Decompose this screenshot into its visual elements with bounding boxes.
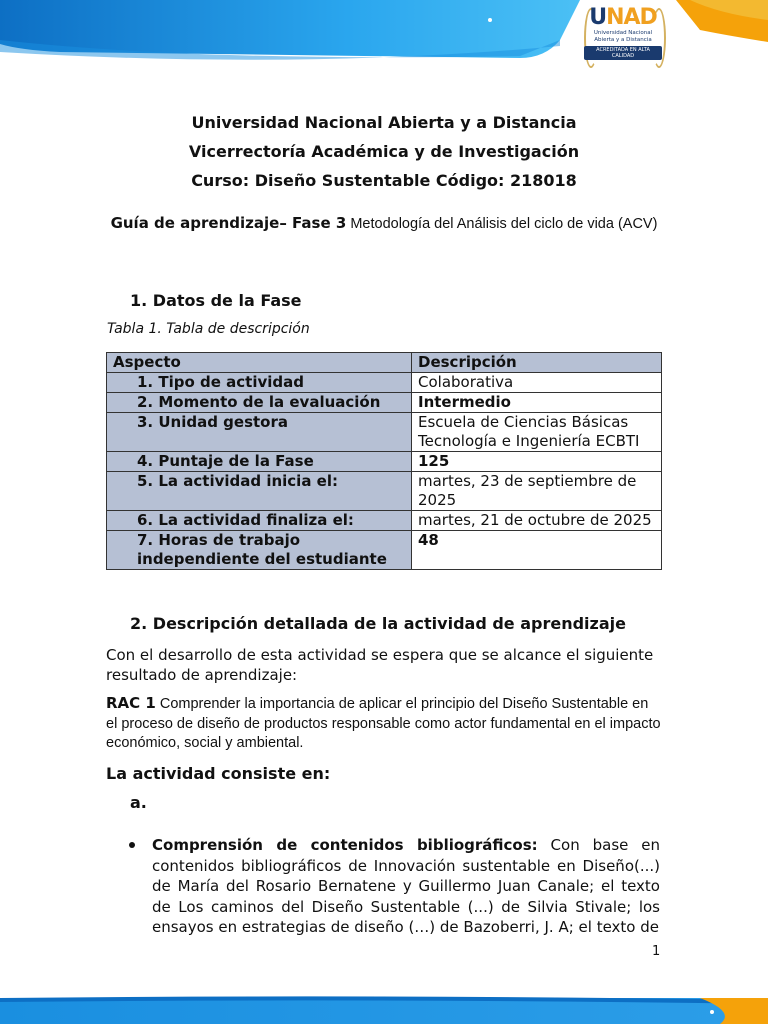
bullet-dot-icon (129, 842, 135, 848)
item-a-label: a. (130, 793, 147, 812)
value-cell: martes, 23 de septiembre de 2025 (412, 472, 662, 511)
table-header-row (107, 353, 662, 373)
value-cell: 48 (412, 531, 662, 570)
guide-title-bold: Guía de aprendizaje– Fase 3 (110, 214, 347, 232)
header-aspect: Aspecto (107, 353, 412, 373)
activity-heading: La actividad consiste en: (106, 764, 331, 783)
table-caption: Tabla 1. Tabla de descripción (107, 321, 310, 337)
value-cell: 125 (412, 452, 662, 472)
bullet-text: Con base en contenidos bibliográficos de Innovación sustentable en Diseño(...) de María del Rosario Bernatene y Guillermo Juan Canale; el texto de Los caminos del Diseño Sustentable (...) de Silvia Stivale; los ensayos en estrategias de diseño (…) de Bazoberri, J. A; el texto de (152, 836, 660, 936)
description-table (106, 352, 662, 570)
section-2-intro: Con el desarrollo de esta actividad se espera que se alcance el siguiente resultado de aprendizaje: (106, 646, 654, 684)
aspect-cell: 6. La actividad finaliza el: (107, 511, 412, 531)
aspect-cell: 3. Unidad gestora (107, 413, 412, 452)
bullet-bold: Comprensión de contenidos bibliográficos: (152, 836, 538, 854)
value-cell: Intermedio (412, 393, 662, 413)
table-row (107, 531, 662, 570)
table-row (107, 472, 662, 511)
header-description: Descripción (412, 353, 662, 373)
rac-1-paragraph (106, 694, 662, 754)
value-cell: Colaborativa (412, 373, 662, 393)
bullet-paragraph (152, 835, 660, 938)
logo-badge: ACREDITADA EN ALTA CALIDAD (584, 46, 662, 60)
section-2-heading: 2. Descripción detallada de la actividad de aprendizaje (130, 614, 626, 633)
table-row (107, 393, 662, 413)
table-row (107, 452, 662, 472)
logo-line-2: Abierta y a Distancia (594, 37, 652, 43)
aspect-cell: 5. La actividad inicia el: (107, 472, 412, 511)
guide-title-regular: Metodología del Análisis del ciclo de vida (ACV) (346, 216, 658, 232)
table-row (107, 373, 662, 393)
footer-banner (0, 994, 768, 1024)
guide-title (110, 213, 658, 234)
rac-text: Comprender la importancia de aplicar el principio del Diseño Sustentable en el proceso de diseño de productos responsable como actor fundamental en el impacto económico, social y ambiental. (106, 696, 661, 751)
title-university: Universidad Nacional Abierta y a Distancia (191, 113, 577, 132)
rac-label: RAC 1 (106, 694, 156, 712)
aspect-cell: 4. Puntaje de la Fase (107, 452, 412, 472)
value-cell: Escuela de Ciencias Básicas Tecnología e Ingeniería ECBTI (412, 413, 662, 452)
logo-line-1: Universidad Nacional (593, 30, 653, 36)
section-1-heading: 1. Datos de la Fase (130, 291, 302, 310)
logo-mark: UNAD (589, 5, 657, 30)
table-row (107, 413, 662, 452)
aspect-cell: 2. Momento de la evaluación (107, 393, 412, 413)
page-number: 1 (652, 944, 661, 959)
aspect-cell: 7. Horas de trabajo independiente del estudiante (107, 531, 412, 570)
document-title (0, 108, 768, 195)
aspect-cell: 1. Tipo de actividad (107, 373, 412, 393)
unad-logo (584, 6, 662, 72)
title-course: Curso: Diseño Sustentable Código: 218018 (191, 171, 577, 190)
value-cell: martes, 21 de octubre de 2025 (412, 511, 662, 531)
title-vicerrectoria: Vicerrectoría Académica y de Investigación (188, 142, 580, 161)
table-row (107, 511, 662, 531)
